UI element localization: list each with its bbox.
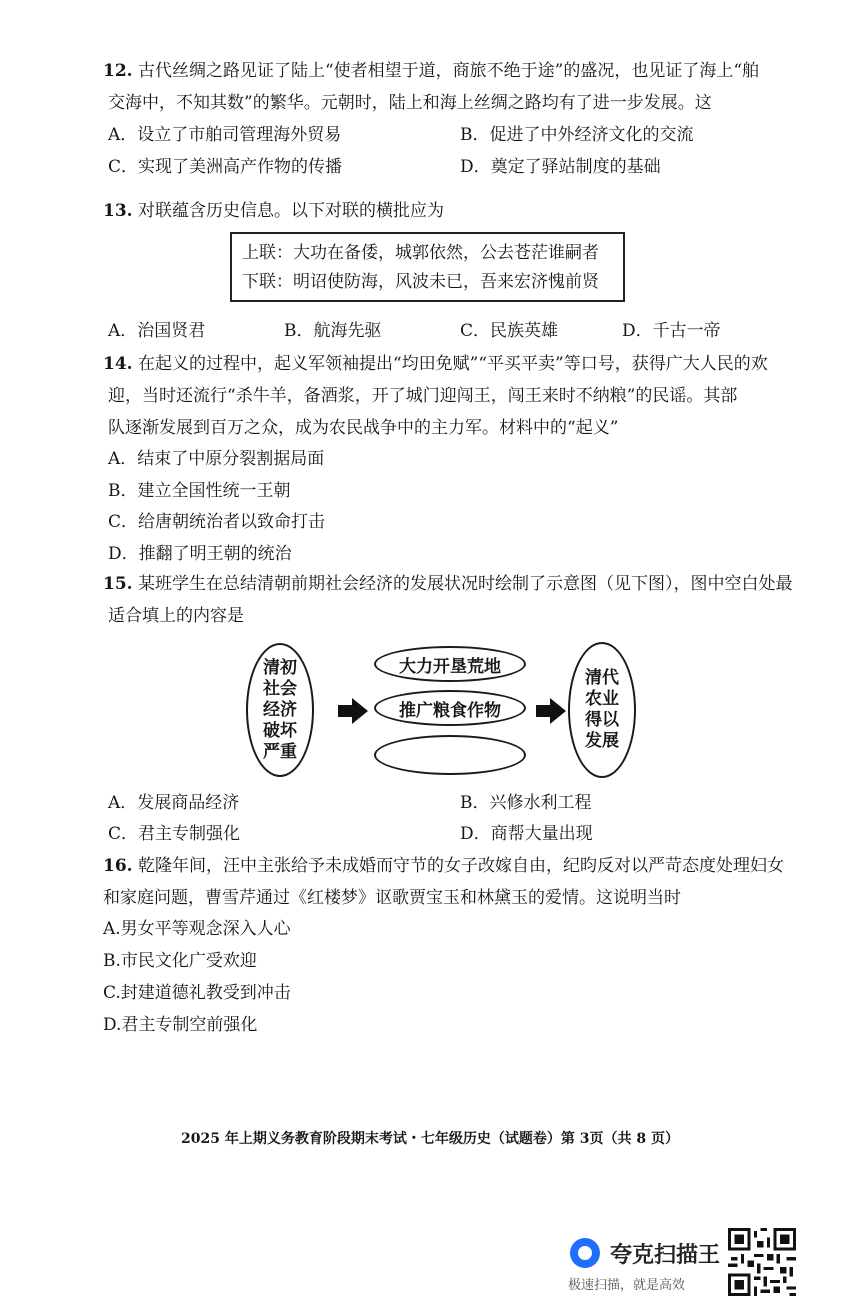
- q12-option-c: C．实现了美洲高产作物的传播: [108, 157, 343, 177]
- q13-option-a: A．治国贤君: [108, 321, 206, 341]
- q16-number: 16.: [103, 856, 133, 876]
- q12-line2: 交海中，不知其数”的繁华。元朝时，陆上和海上丝绸之路均有了进一步发展。这: [108, 93, 712, 113]
- q14-line1: [103, 353, 768, 375]
- q14-option-a: A．结束了中原分裂割据局面: [108, 449, 325, 469]
- q14-option-b: B．建立全国性统一王朝: [108, 481, 291, 501]
- q15-option-a: A．发展商品经济: [108, 793, 240, 813]
- watermark-brand: 夸克扫描王: [610, 1243, 721, 1268]
- q16-option-c: C.封建道德礼教受到冲击: [103, 983, 291, 1003]
- q15-text-1: 某班学生在总结清朝前期社会经济的发展状况时绘制了示意图（见下图），图中空白处最: [137, 574, 793, 594]
- q16-option-a: A.男女平等观念深入人心: [103, 919, 291, 939]
- q14-text-1: 在起义的过程中，起义军领袖提出“均田免赋”“平买平卖”等口号，获得广大人民的欢: [137, 354, 768, 374]
- q13-number: 13.: [103, 201, 133, 221]
- q12-option-a: A．设立了市舶司管理海外贸易: [108, 125, 342, 145]
- q15-option-b: B．兴修水利工程: [460, 793, 592, 813]
- qr-code-icon: [728, 1228, 796, 1296]
- diagram-left-text: 清初社会经济破坏严重: [263, 657, 297, 762]
- q13-option-c: C．民族英雄: [460, 321, 559, 341]
- q16-line1: [103, 855, 784, 877]
- watermark-slogan: 极速扫描，就是高效: [568, 1278, 686, 1293]
- q13-option-d: D．千古一帝: [622, 321, 721, 341]
- q12-text-1: 古代丝绸之路见证了陆上“使者相望于道，商旅不绝于途”的盛况，也见证了海上“舶: [137, 61, 760, 81]
- q14-option-d: D．推翻了明王朝的统治: [108, 544, 292, 564]
- q15-line1: [103, 573, 792, 595]
- arrow-right-icon: [536, 698, 566, 724]
- scanner-watermark: [566, 1228, 802, 1300]
- q16-line2: 和家庭问题，曹雪芹通过《红楼梦》讴歌贾宝玉和林黛玉的爱情。这说明当时: [103, 888, 681, 908]
- q14-number: 14.: [103, 354, 133, 374]
- q16-option-d: D.君主专制空前强化: [103, 1015, 258, 1035]
- q15-option-c: C．君主专制强化: [108, 824, 241, 844]
- q15-number: 15.: [103, 574, 133, 594]
- q15-line2: 适合填上的内容是: [108, 606, 244, 626]
- arrow-right-icon: [338, 698, 368, 724]
- q13-line1: [103, 200, 444, 222]
- q12-option-d: D．奠定了驿站制度的基础: [460, 157, 661, 177]
- q15-option-d: D．商帮大量出现: [460, 824, 593, 844]
- q13-text-1: 对联蕴含历史信息。以下对联的横批应为: [137, 201, 444, 221]
- q12-line1: [103, 60, 759, 82]
- diagram-right-text: 清代农业得以发展: [585, 668, 619, 751]
- couplet-upper: 上联：大功在备倭，城郭依然，公去苍茫谁嗣者: [242, 243, 599, 263]
- flow-diagram: [246, 640, 636, 780]
- diagram-right-node: [568, 642, 636, 778]
- q16-option-b: B.市民文化广受欢迎: [103, 951, 257, 971]
- diagram-middle-node-2: 推广粮食作物: [374, 690, 526, 726]
- couplet-box: [230, 232, 625, 302]
- q13-option-b: B．航海先驱: [284, 321, 382, 341]
- q14-line2: 迎，当时还流行“杀牛羊，备酒浆，开了城门迎闯王，闯王来时不纳粮”的民谣。其部: [108, 386, 738, 406]
- diagram-middle-node-blank: [374, 735, 526, 775]
- q14-option-c: C．给唐朝统治者以致命打击: [108, 512, 326, 532]
- q16-text-1: 乾隆年间，汪中主张给予未成婚而守节的女子改嫁自由，纪昀反对以严苛态度处理妇女: [137, 856, 784, 876]
- q12-option-b: B．促进了中外经济文化的交流: [460, 125, 694, 145]
- page-footer: 2025 年上期义务教育阶段期末考试・七年级历史（试题卷）第 3页（共 8 页）: [181, 1131, 679, 1147]
- quark-logo-icon: [570, 1238, 600, 1268]
- couplet-lower: 下联：明诏使防海，风波未已，吾来宏济愧前贤: [242, 272, 599, 292]
- q14-line3: 队逐渐发展到百万之众，成为农民战争中的主力军。材料中的“起义”: [108, 418, 619, 438]
- diagram-middle-node-1: 大力开垦荒地: [374, 646, 526, 682]
- diagram-left-node: [246, 643, 314, 777]
- q12-number: 12.: [103, 61, 133, 81]
